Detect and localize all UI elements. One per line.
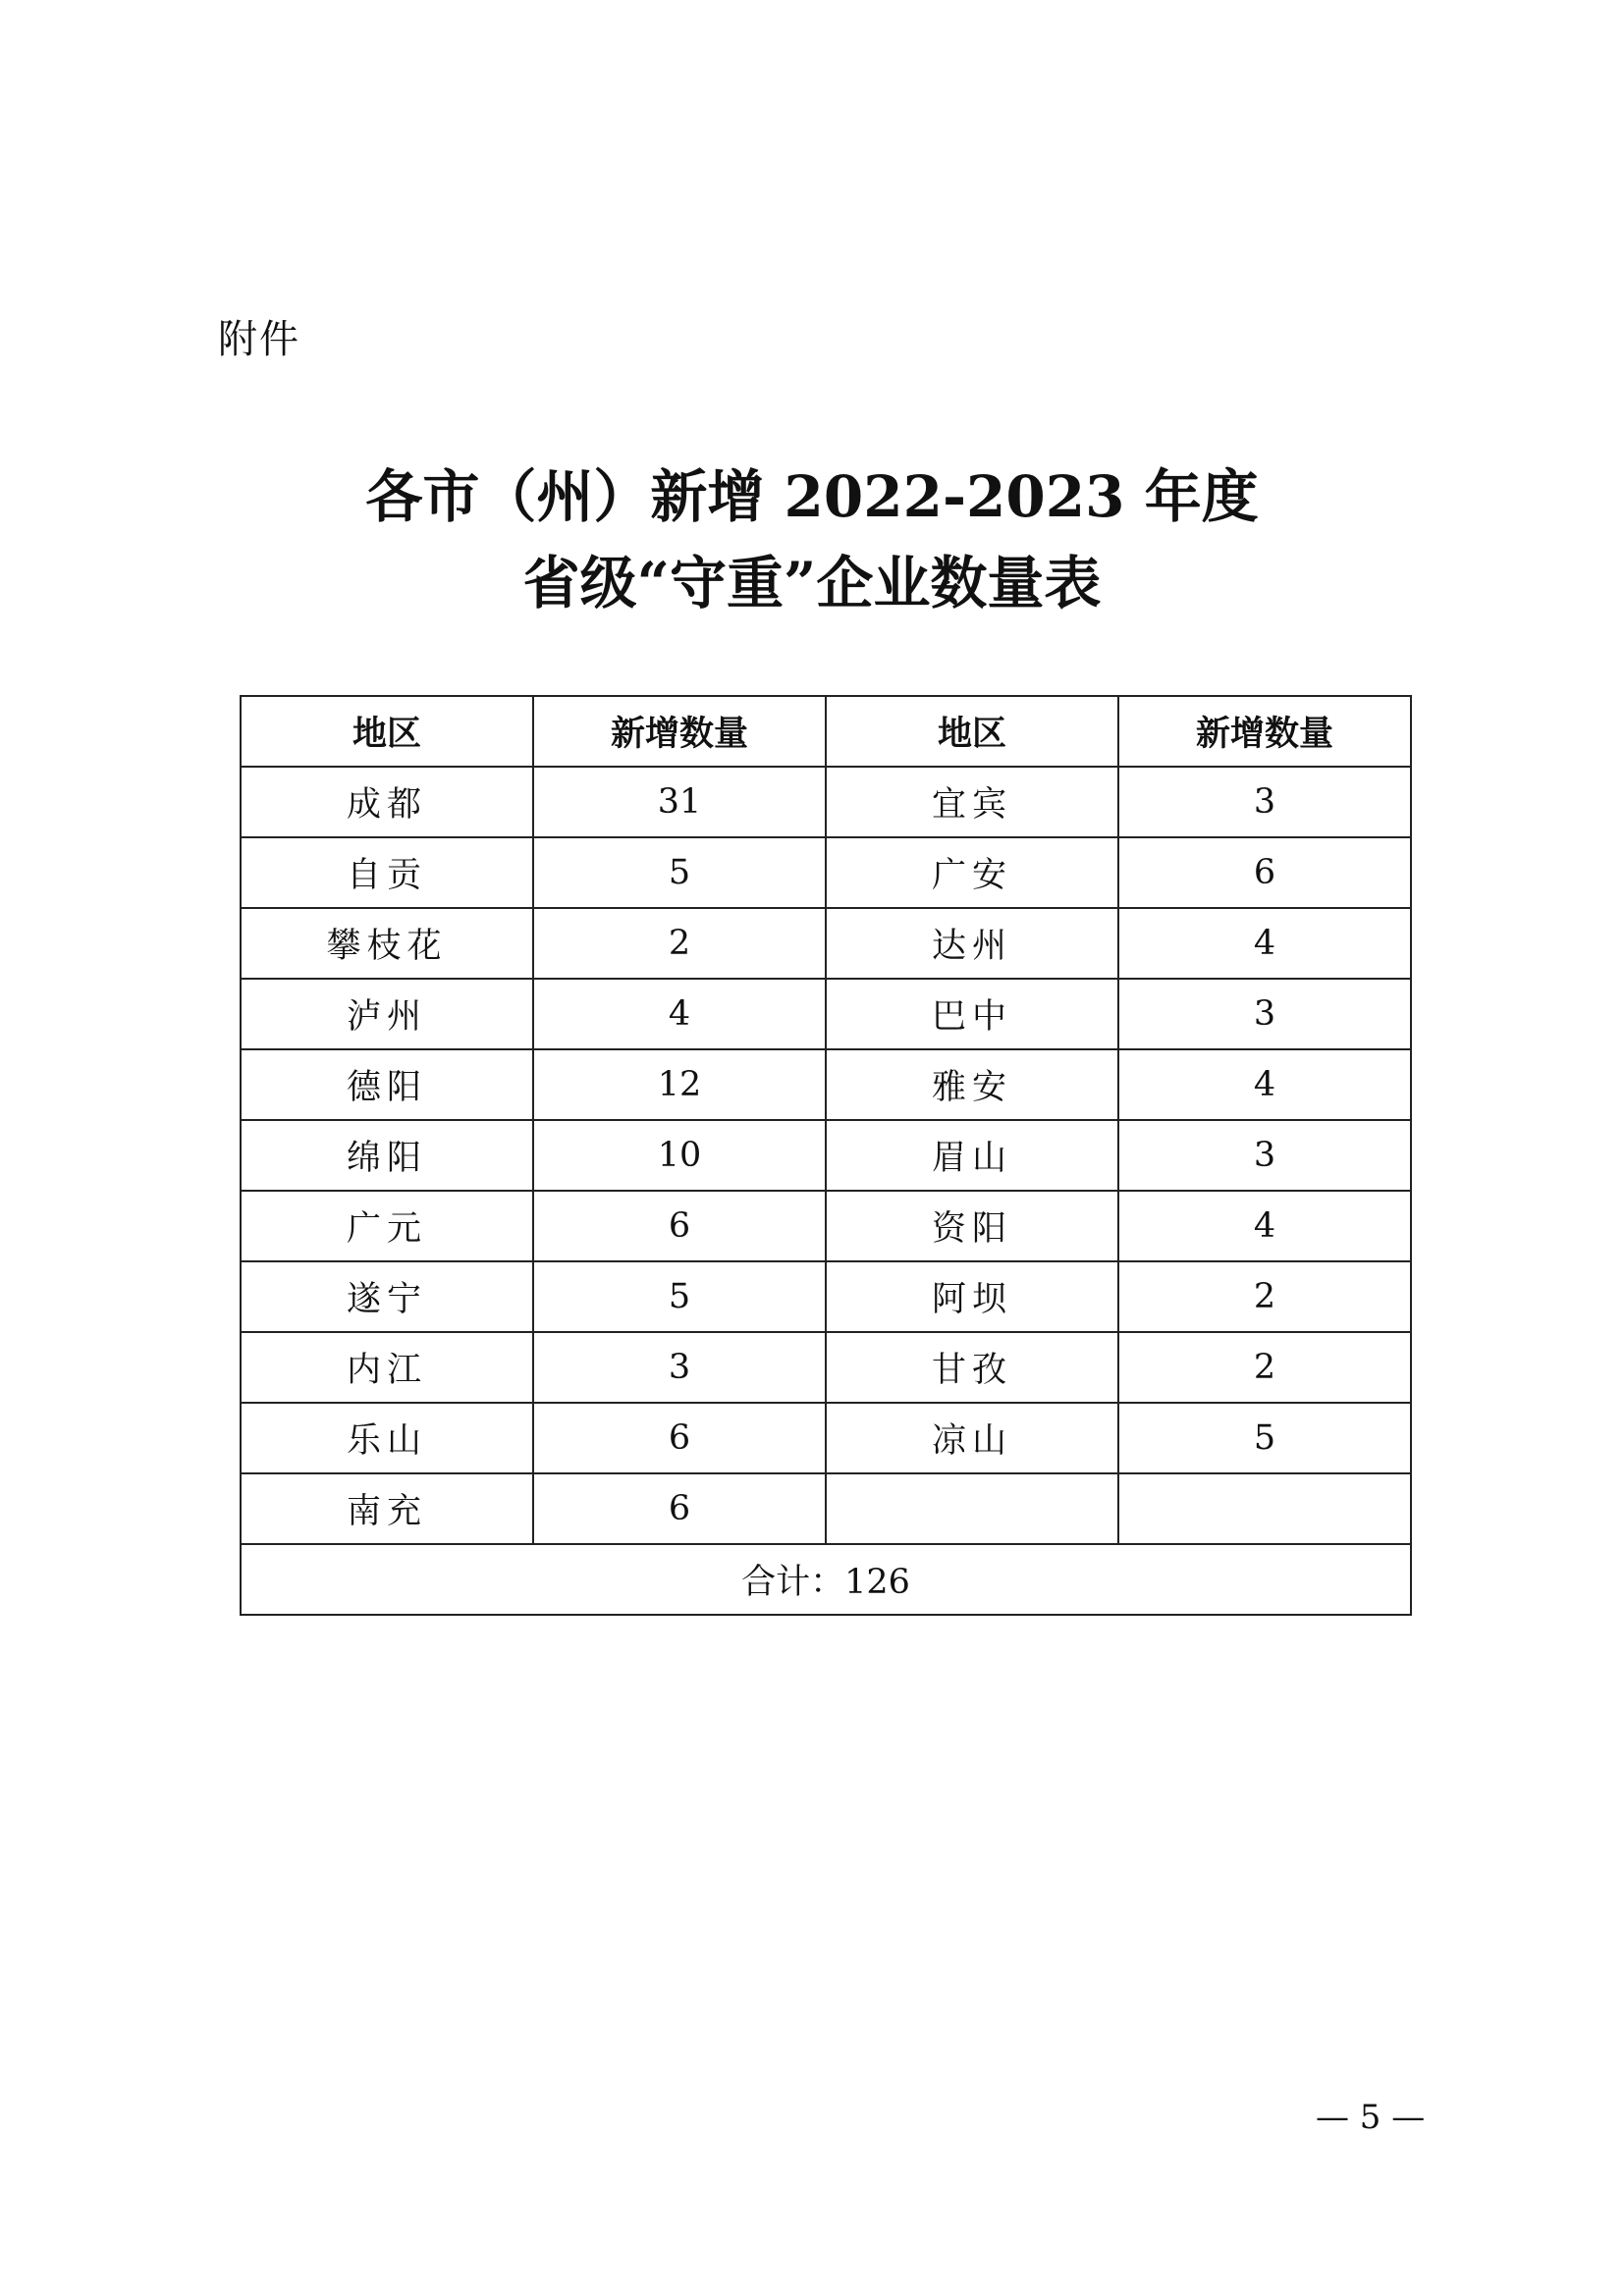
table-row (241, 979, 1411, 1049)
table-row (241, 1473, 1411, 1544)
region-cell: 自贡 (241, 837, 533, 908)
count-cell: 6 (533, 1191, 826, 1261)
region-cell: 资阳 (826, 1191, 1118, 1261)
region-cell: 凉山 (826, 1403, 1118, 1473)
count-cell (1118, 1473, 1411, 1544)
count-cell: 5 (533, 1261, 826, 1332)
count-cell: 4 (1118, 1191, 1411, 1261)
table-row (241, 837, 1411, 908)
count-cell: 2 (1118, 1332, 1411, 1403)
region-cell: 绵阳 (241, 1120, 533, 1191)
count-cell: 2 (533, 908, 826, 979)
region-cell (826, 1473, 1118, 1544)
table-row (241, 908, 1411, 979)
region-cell: 广元 (241, 1191, 533, 1261)
region-cell: 成都 (241, 767, 533, 837)
table-total-row (241, 1544, 1411, 1615)
region-cell: 巴中 (826, 979, 1118, 1049)
region-cell: 德阳 (241, 1049, 533, 1120)
count-cell: 3 (1118, 979, 1411, 1049)
count-cell: 2 (1118, 1261, 1411, 1332)
total-cell: 合计：126 (241, 1544, 1411, 1615)
table-row (241, 1049, 1411, 1120)
document-title (0, 454, 1624, 626)
region-cell: 乐山 (241, 1403, 533, 1473)
region-cell: 甘孜 (826, 1332, 1118, 1403)
region-cell: 达州 (826, 908, 1118, 979)
count-cell: 4 (1118, 1049, 1411, 1120)
attachment-label: 附件 (218, 317, 300, 362)
count-cell: 31 (533, 767, 826, 837)
region-cell: 广安 (826, 837, 1118, 908)
count-cell: 6 (533, 1473, 826, 1544)
region-cell: 阿坝 (826, 1261, 1118, 1332)
count-cell: 5 (1118, 1403, 1411, 1473)
header-count-right: 新增数量 (1118, 696, 1411, 767)
region-cell: 宜宾 (826, 767, 1118, 837)
region-cell: 内江 (241, 1332, 533, 1403)
table-row (241, 767, 1411, 837)
count-cell: 4 (1118, 908, 1411, 979)
table-row (241, 1403, 1411, 1473)
count-cell: 3 (1118, 767, 1411, 837)
count-cell: 3 (1118, 1120, 1411, 1191)
region-cell: 雅安 (826, 1049, 1118, 1120)
table-row (241, 1120, 1411, 1191)
table-row (241, 1191, 1411, 1261)
region-cell: 南充 (241, 1473, 533, 1544)
count-cell: 3 (533, 1332, 826, 1403)
count-cell: 5 (533, 837, 826, 908)
header-region-right: 地区 (826, 696, 1118, 767)
count-cell: 10 (533, 1120, 826, 1191)
region-cell: 攀枝花 (241, 908, 533, 979)
count-cell: 6 (533, 1403, 826, 1473)
count-cell: 4 (533, 979, 826, 1049)
region-cell: 遂宁 (241, 1261, 533, 1332)
header-region-left: 地区 (241, 696, 533, 767)
region-cell: 眉山 (826, 1120, 1118, 1191)
title-line-2: 省级“守重”企业数量表 (522, 550, 1102, 616)
header-count-left: 新增数量 (533, 696, 826, 767)
page-number: — 5 — (1316, 2098, 1426, 2137)
count-cell: 12 (533, 1049, 826, 1120)
table-header-row (241, 696, 1411, 767)
region-cell: 泸州 (241, 979, 533, 1049)
count-cell: 6 (1118, 837, 1411, 908)
title-line-1: 各市（州）新增 2022-2023 年度 (365, 463, 1259, 530)
table-row (241, 1261, 1411, 1332)
table-row (241, 1332, 1411, 1403)
enterprise-count-table (240, 695, 1412, 1616)
